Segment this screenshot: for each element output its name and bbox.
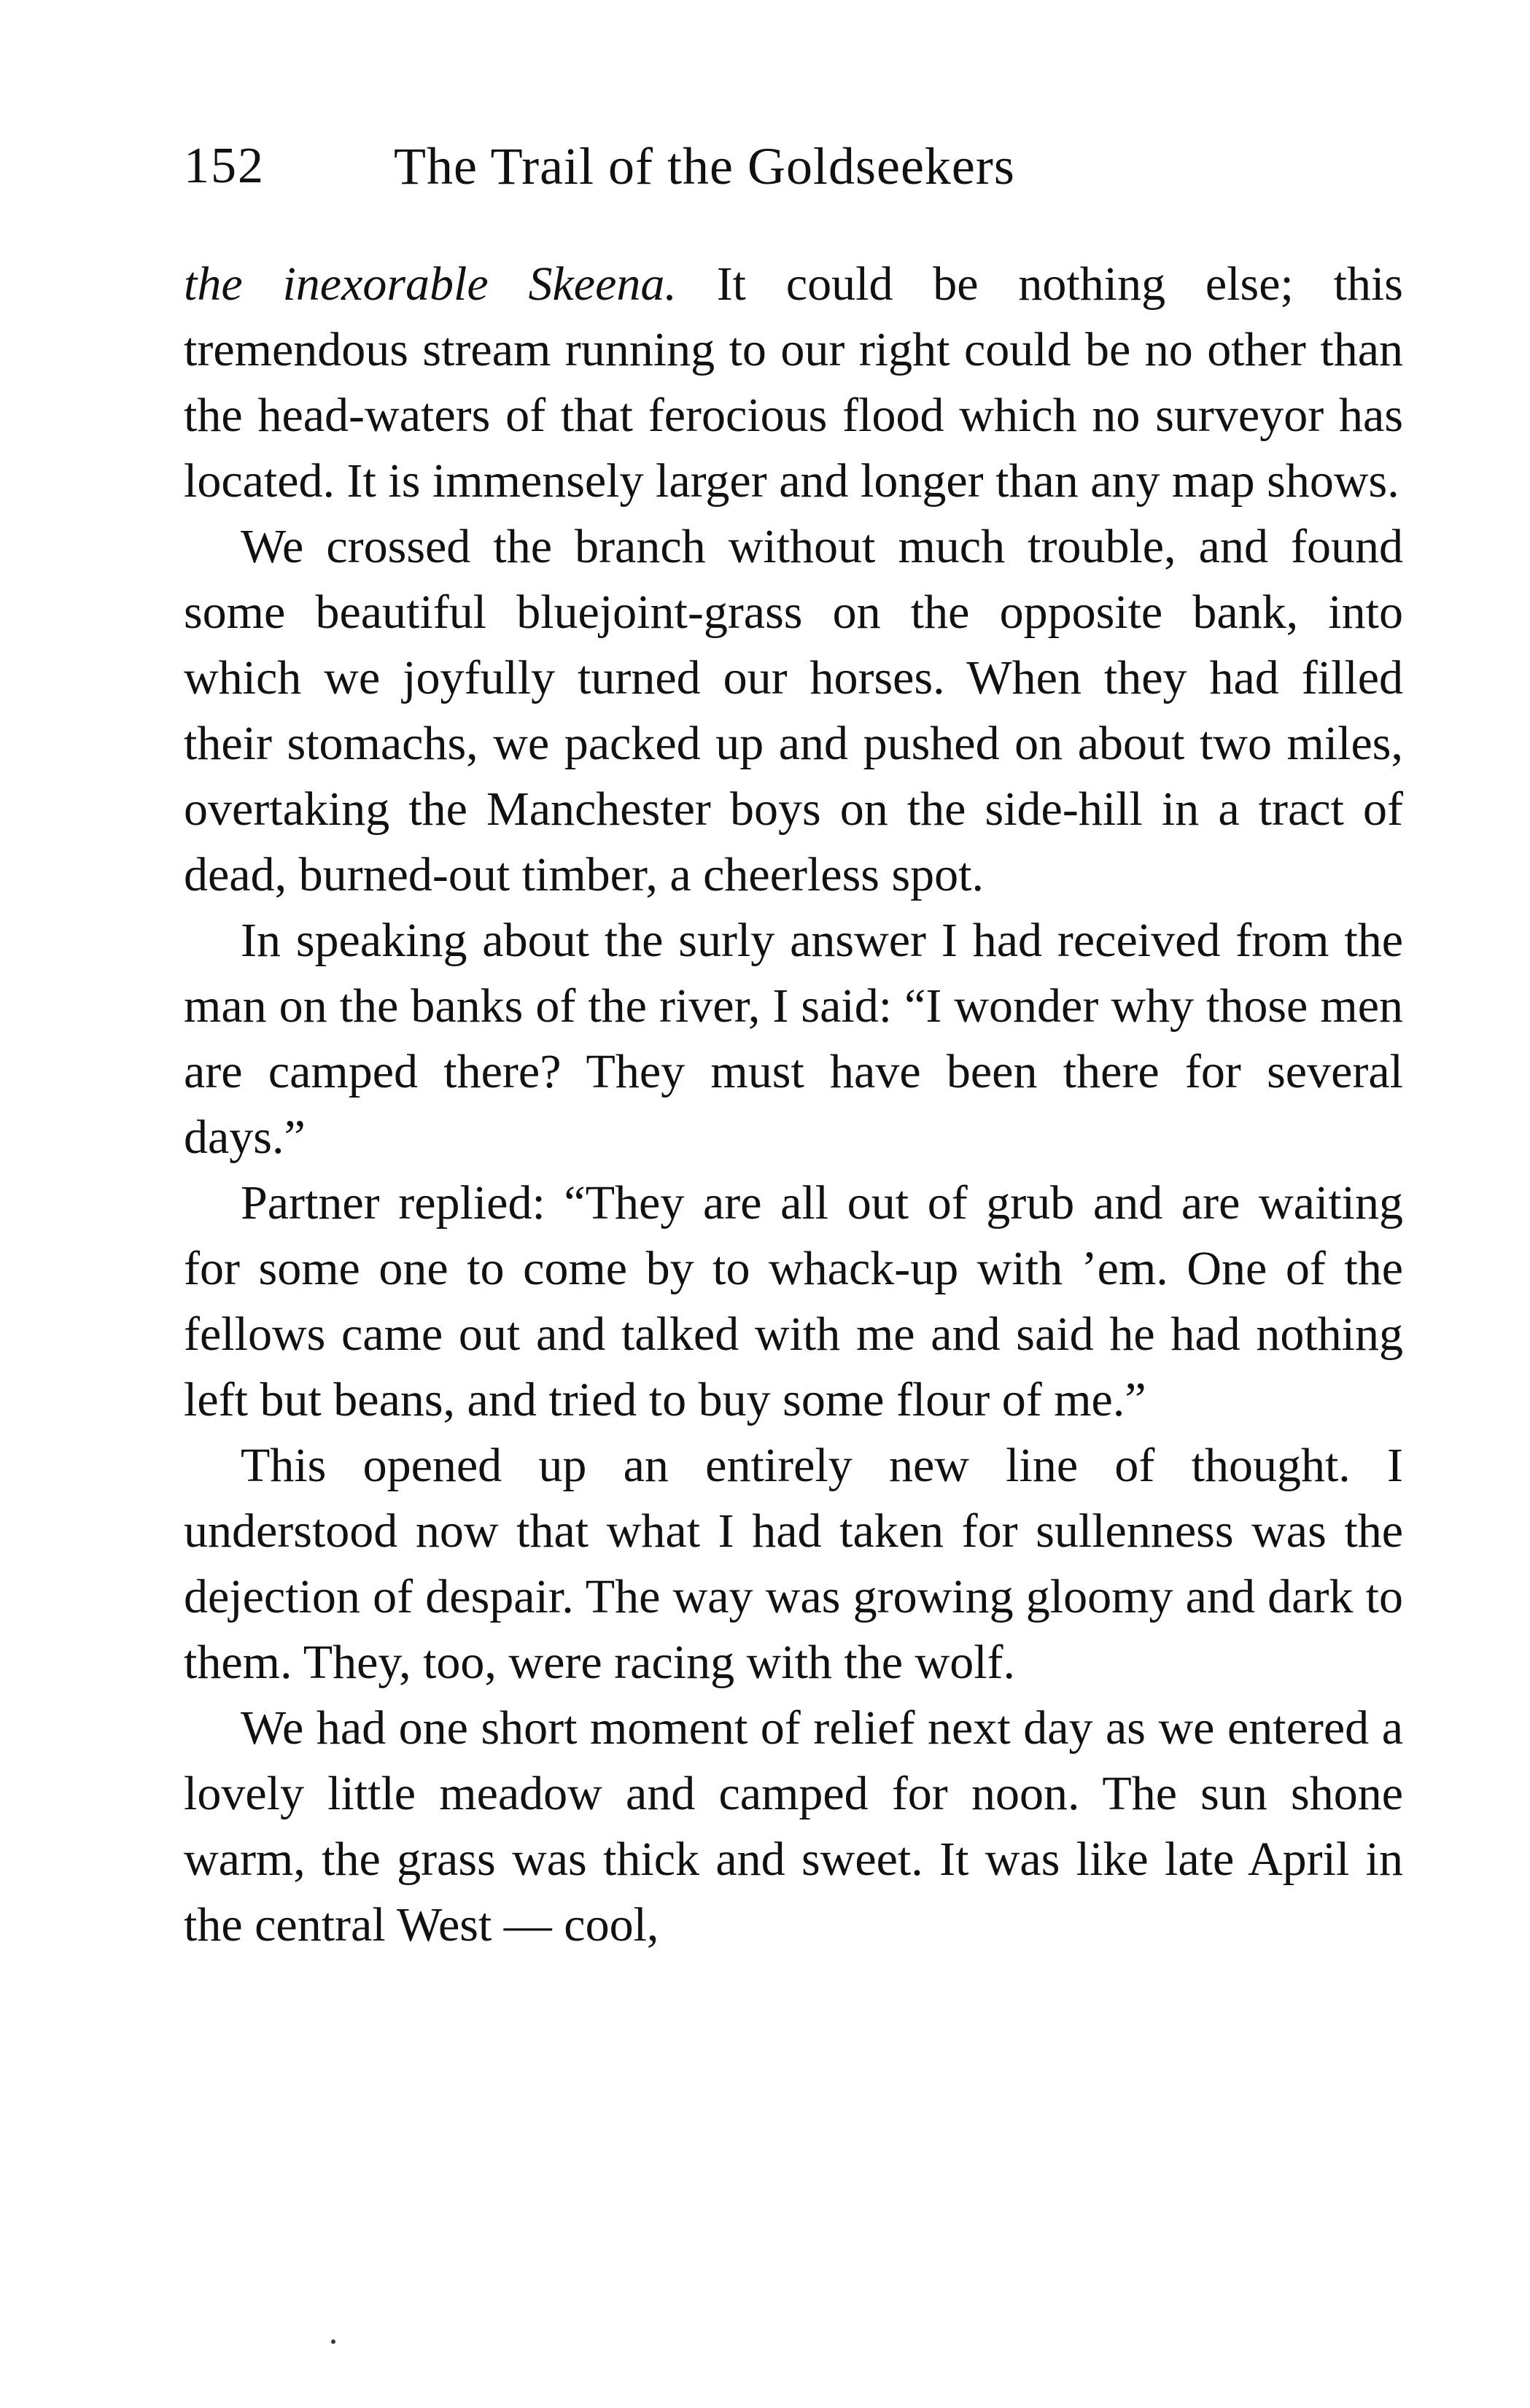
- body-text: [184, 252, 1403, 1958]
- paragraph-1: [184, 252, 1403, 514]
- book-page: [184, 0, 1403, 2408]
- running-title: The Trail of the Goldseekers: [394, 137, 1015, 195]
- paragraph-3: In speaking about the surly answer I had received from the man on the banks of the river, I said: “I wonder why those men are camped there? They must have been there for several days.”: [184, 914, 1403, 1164]
- page-number: 152: [184, 138, 265, 194]
- scan-speck: [331, 2339, 335, 2344]
- paragraph-1-italic-lead: the inexorable Skeena.: [184, 257, 677, 311]
- paragraph-5: This opened up an entirely new line of thought. I understood now that what I had taken for sullenness was the dejection of despair. The way was growing gloomy and dark to them. They, too, were racing with the wolf.: [184, 1439, 1403, 1689]
- paragraph-4: Partner replied: “They are all out of grub and are waiting for some one to come by to whack-up with ’em. One of the fellows came out and talked with me and said he had nothing left but beans, and tried to buy some flour of me.”: [184, 1176, 1403, 1426]
- paragraph-1-text: It could be nothing else; this tremendous stream running to our right could be no other than the head-waters of that ferocious flood which no surveyor has located. It is immensely larger and longer than any map shows.: [184, 257, 1403, 508]
- page-header: [184, 130, 1403, 203]
- paragraph-6: We had one short moment of relief next day as we entered a lovely little meadow and camped for noon. The sun shone warm, the grass was thick and sweet. It was like late April in the central West — cool,: [184, 1701, 1403, 1951]
- paragraph-2: We crossed the branch without much trouble, and found some beautiful bluejoint-grass on the opposite bank, into which we joyfully turned our horses. When they had filled their stomachs, we packed up and pushed on about two miles, overtaking the Manchester boys on the side-hill in a tract of dead, burned-out timber, a cheerless spot.: [184, 520, 1403, 901]
